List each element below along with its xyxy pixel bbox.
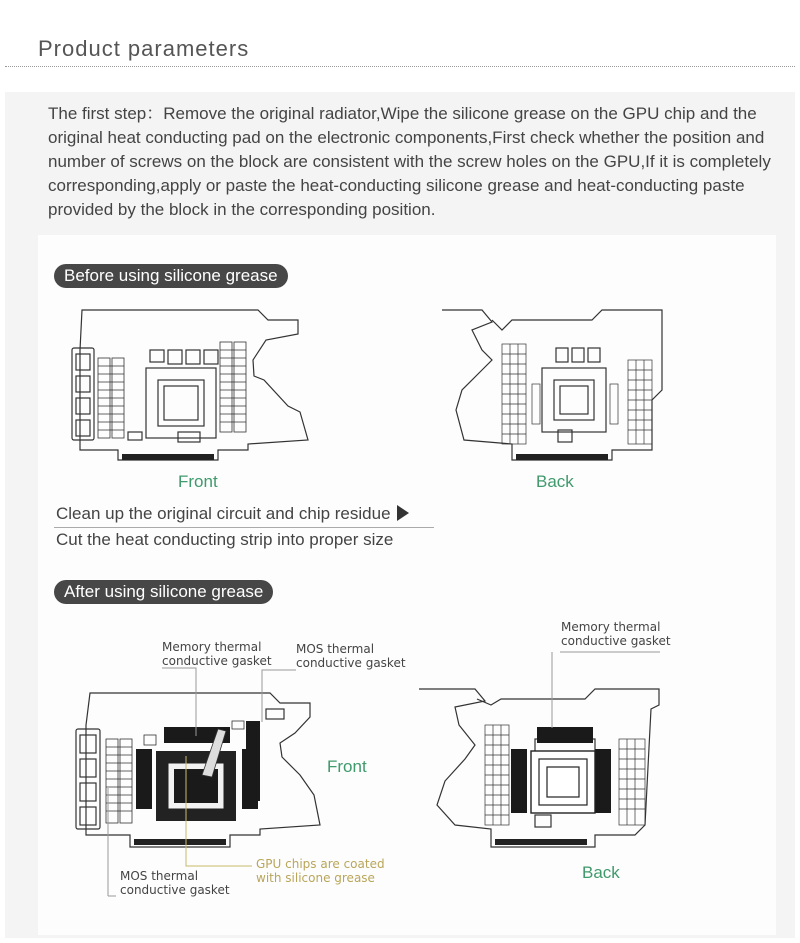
callout-mos-top: MOS thermal conductive gasket <box>296 642 406 670</box>
before-front-caption: Front <box>178 472 218 491</box>
callout-memory-front: Memory thermal conductive gasket <box>162 640 272 668</box>
after-back-caption: Back <box>582 863 620 882</box>
callout-memory-back: Memory thermal conductive gasket <box>561 620 671 648</box>
before-back-caption: Back <box>536 472 574 491</box>
intro-paragraph: The first step：Remove the original radiator,Wipe the silicone grease on the GPU chip and the original heat conducting pad on the electronic components,First check whether the position and number of screws on the block are consistent with the screw holes on the GPU,If it is completely corresponding,apply or paste the heat-conducting silicone grease and heat-conducting paste provided by the block in the corresponding position. <box>48 104 771 219</box>
step-clean-text: Clean up the original circuit and chip residue <box>56 504 391 523</box>
step-cut: Cut the heat conducting strip into proper size <box>56 530 394 549</box>
after-front-caption: Front <box>327 757 367 776</box>
before-section-label: Before using silicone grease <box>54 264 288 288</box>
callout-gpu-grease: GPU chips are coated with silicone grease <box>256 857 385 885</box>
page-title: Product parameters <box>38 36 250 61</box>
after-section-label: After using silicone grease <box>54 580 273 604</box>
callout-mos-bottom: MOS thermal conductive gasket <box>120 869 230 897</box>
